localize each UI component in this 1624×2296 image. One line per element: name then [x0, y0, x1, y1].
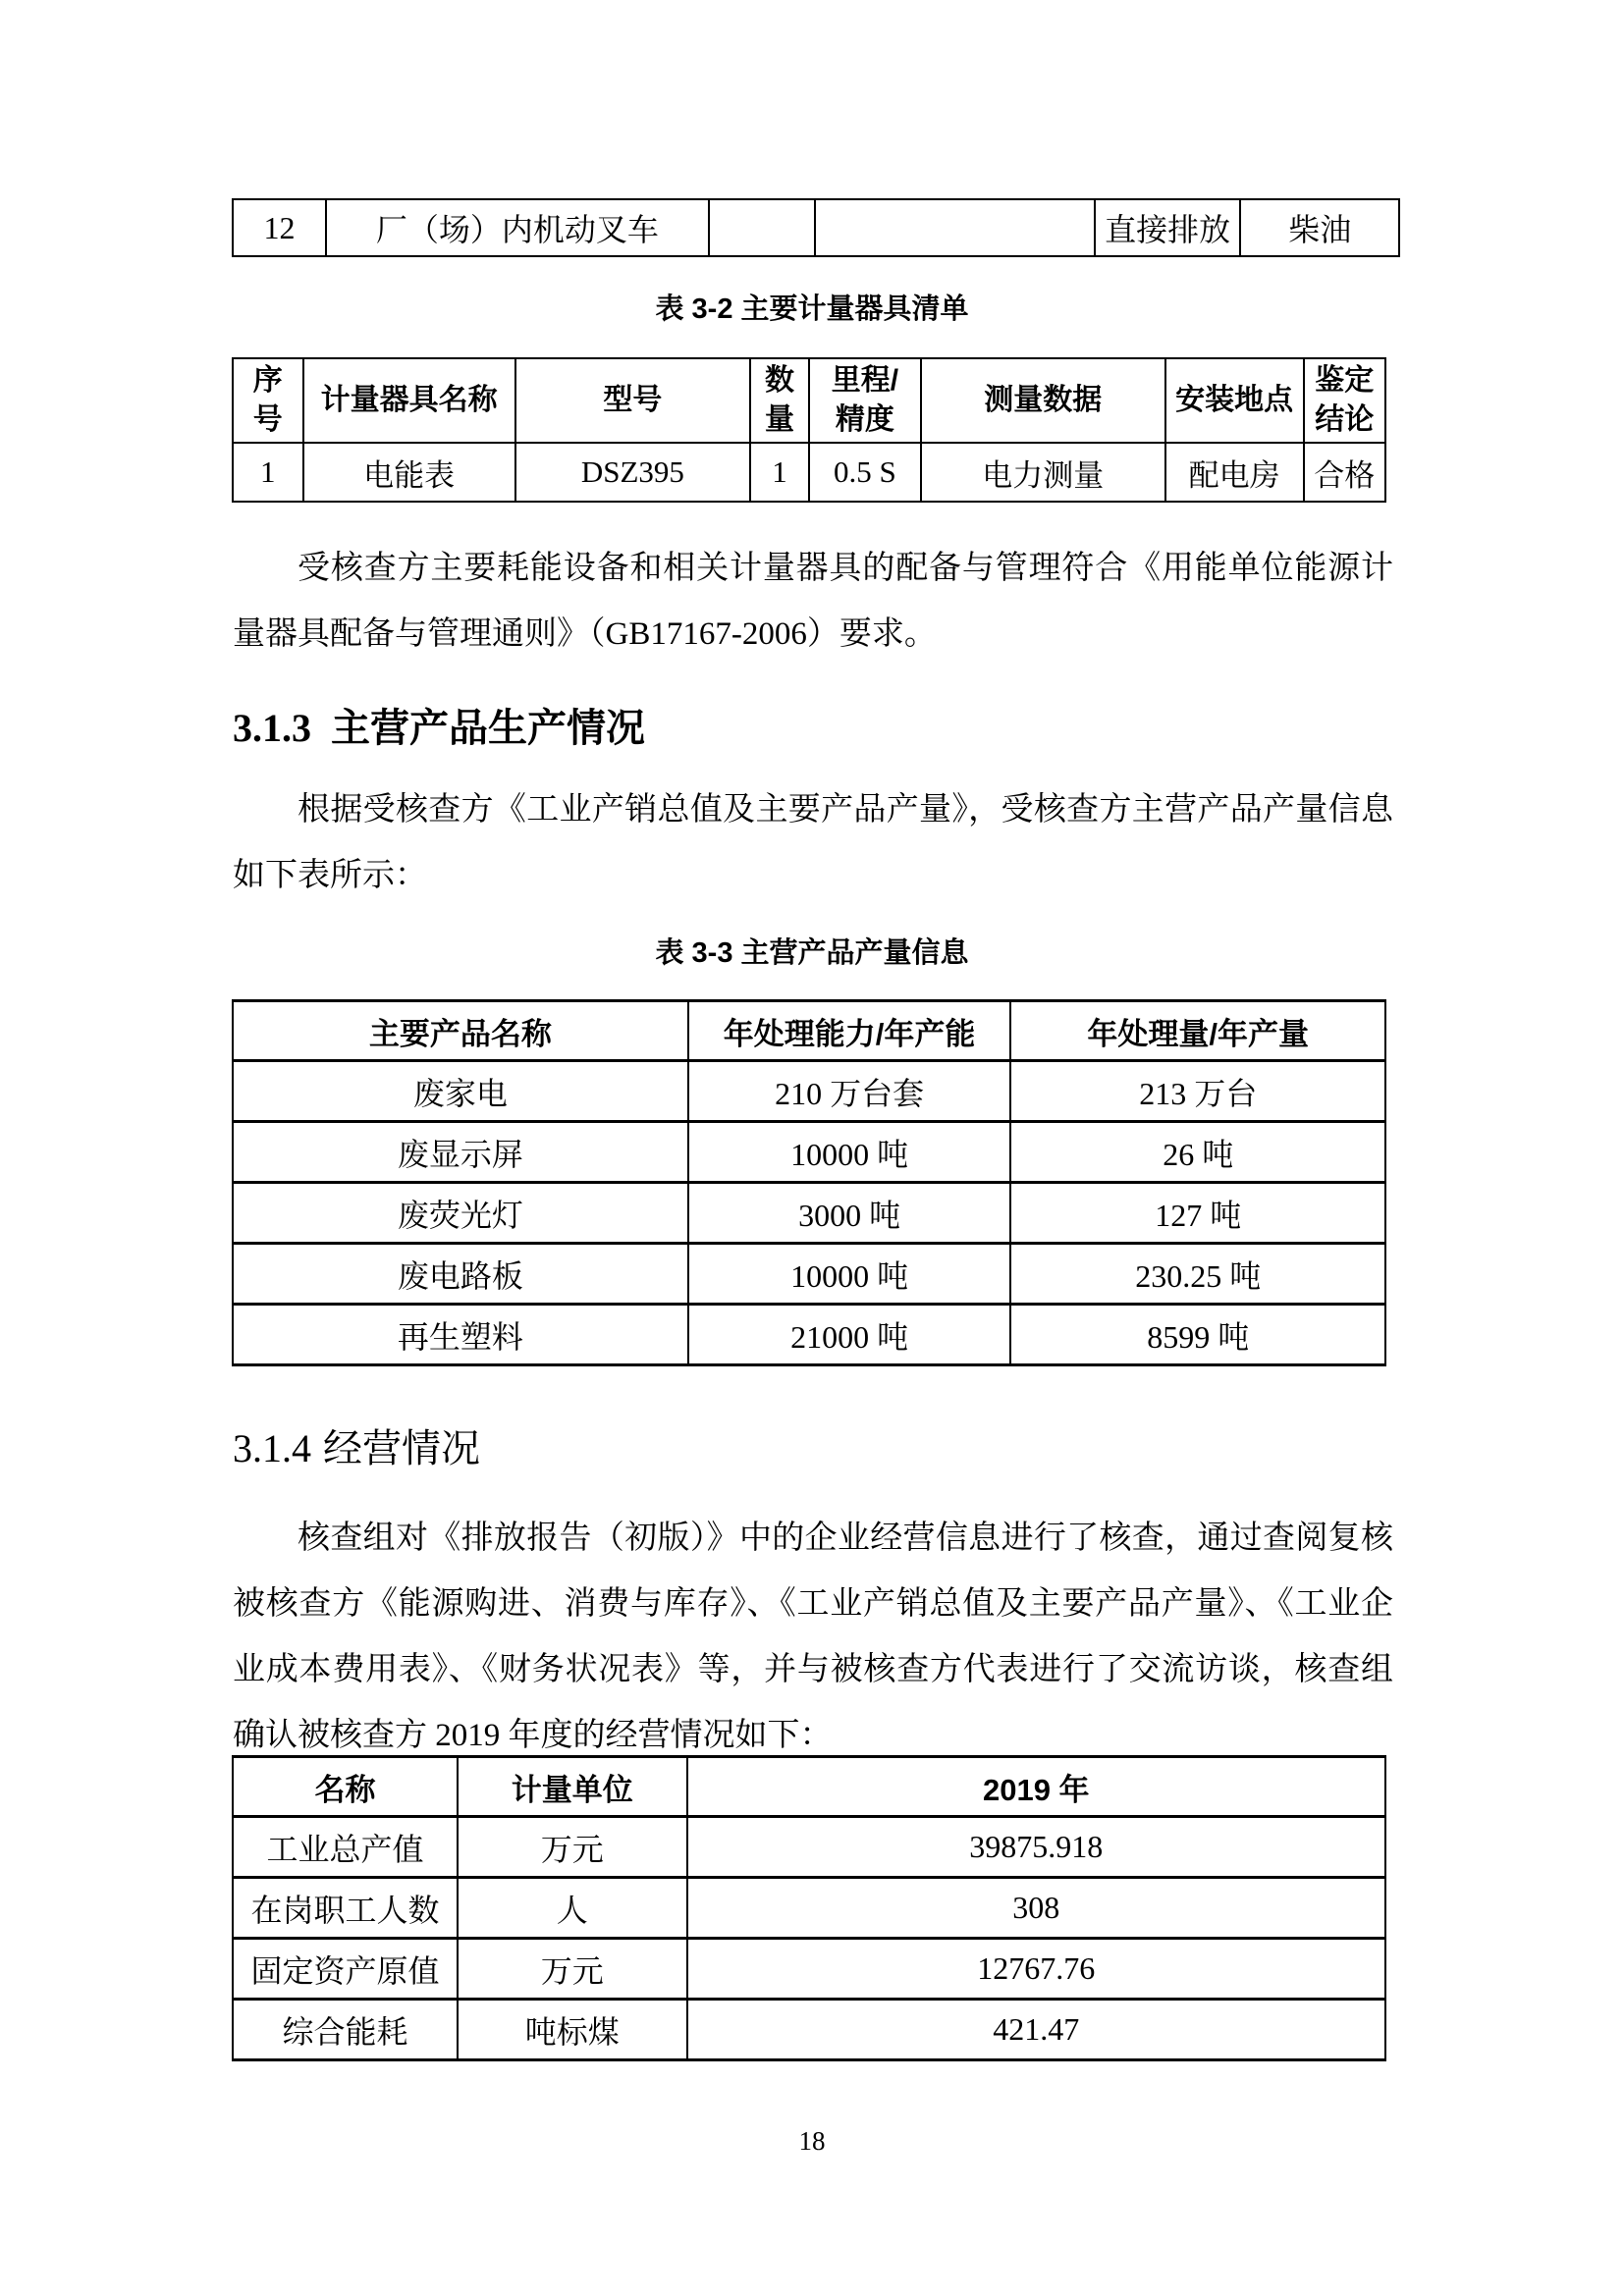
- table-cell: 合格: [1304, 443, 1385, 502]
- table-3-3-caption: 表 3-3 主营产品产量信息: [655, 937, 969, 969]
- column-header: 序号: [233, 358, 303, 443]
- table-cell: 电能表: [303, 443, 515, 502]
- table-cell: 配电房: [1165, 443, 1304, 502]
- table-cell: 421.47: [687, 2000, 1385, 2060]
- table-cell: 柴油: [1240, 199, 1399, 256]
- table-row: [233, 1305, 1385, 1365]
- column-header: 测量数据: [921, 358, 1165, 443]
- table-cell: [709, 199, 815, 256]
- table-row: [233, 1939, 1385, 2000]
- paragraph-operations-verification: 核查组对《排放报告（初版）》中的企业经营信息进行了核查，通过查阅复核被核查方《能源购进、消费与库存》、《工业产销总值及主要产品产量》、《工业企业成本费用表》、《财务状况表》等，并与被核查方代表进行了交流访谈，核查组确认被核查方 2019 年度的经营情况如下：: [233, 1521, 1393, 1753]
- table-cell: 厂（场）内机动叉车: [326, 199, 709, 256]
- table-row: [233, 443, 1385, 502]
- paragraph-production-info: 根据受核查方《工业产销总值及主要产品产量》，受核查方主营产品产量信息如下表所示：: [233, 792, 1393, 893]
- section-heading-3-1-4: [233, 1417, 1393, 1473]
- table-cell: 直接排放: [1095, 199, 1241, 256]
- table-cell: 12767.76: [687, 1939, 1385, 2000]
- table-header-row: [233, 1757, 1385, 1817]
- column-header: 计量器具名称: [303, 358, 515, 443]
- table-cell: 1: [750, 443, 809, 502]
- column-header: 里程/精度: [809, 358, 921, 443]
- page-number: 18: [798, 2126, 826, 2156]
- table-cell: 工业总产值: [233, 1817, 458, 1878]
- table-cell: 万元: [458, 1939, 687, 2000]
- column-header: 数量: [750, 358, 809, 443]
- table-cell: 21000 吨: [688, 1305, 1011, 1365]
- table-cell: 210 万台套: [688, 1061, 1011, 1122]
- section-title: 主营产品生产情况: [331, 706, 645, 750]
- column-header: 型号: [515, 358, 750, 443]
- column-header: 安装地点: [1165, 358, 1304, 443]
- column-header: 计量单位: [458, 1757, 687, 1817]
- table-cell: 固定资产原值: [233, 1939, 458, 2000]
- table-cell: 1: [233, 443, 303, 502]
- paragraph-measuring-compliance: 受核查方主要耗能设备和相关计量器具的配备与管理符合《用能单位能源计量器具配备与管理通则》（GB17167-2006）要求。: [233, 551, 1393, 652]
- table-row: [233, 1061, 1385, 1122]
- table-cell: 127 吨: [1010, 1183, 1385, 1244]
- column-header: 名称: [233, 1757, 458, 1817]
- table-row: [233, 1878, 1385, 1939]
- column-header: 主要产品名称: [233, 1001, 688, 1061]
- table-cell: 230.25 吨: [1010, 1244, 1385, 1305]
- table-header-row: [233, 1001, 1385, 1061]
- table-cell: 3000 吨: [688, 1183, 1011, 1244]
- table-cell: [815, 199, 1095, 256]
- table-cell: DSZ395: [515, 443, 750, 502]
- table-cell: 人: [458, 1878, 687, 1939]
- table-cell: 废电路板: [233, 1244, 688, 1305]
- table-cell: 在岗职工人数: [233, 1878, 458, 1939]
- table-row: [233, 2000, 1385, 2060]
- table-row: [233, 1183, 1385, 1244]
- section-title: 经营情况: [323, 1426, 480, 1470]
- table-cell: 308: [687, 1878, 1385, 1939]
- section-number: 3.1.4: [233, 1426, 311, 1470]
- table-cell: 12: [233, 199, 326, 256]
- section-heading-3-1-3: [233, 697, 1393, 753]
- table-row: [233, 1244, 1385, 1305]
- table-cell: 废家电: [233, 1061, 688, 1122]
- table-cell: 综合能耗: [233, 2000, 458, 2060]
- production-table: [232, 999, 1386, 1366]
- table-cell: 废显示屏: [233, 1122, 688, 1183]
- table-cell: 再生塑料: [233, 1305, 688, 1365]
- operations-table: [232, 1755, 1386, 2061]
- table-cell: 吨标煤: [458, 2000, 687, 2060]
- column-header: 年处理量/年产量: [1010, 1001, 1385, 1061]
- table-cell: 废荧光灯: [233, 1183, 688, 1244]
- table-cell: 39875.918: [687, 1817, 1385, 1878]
- measuring-instruments-table: [232, 357, 1386, 503]
- table-cell: 26 吨: [1010, 1122, 1385, 1183]
- column-header: 鉴定结论: [1304, 358, 1385, 443]
- column-header: 年处理能力/年产能: [688, 1001, 1011, 1061]
- continued-equipment-table: [232, 198, 1400, 257]
- table-header-row: [233, 358, 1385, 443]
- table-cell: 10000 吨: [688, 1122, 1011, 1183]
- table-cell: 213 万台: [1010, 1061, 1385, 1122]
- table-cell: 8599 吨: [1010, 1305, 1385, 1365]
- table-cell: 10000 吨: [688, 1244, 1011, 1305]
- section-number: 3.1.3: [233, 706, 311, 750]
- table-row: [233, 1122, 1385, 1183]
- column-header: 2019 年: [687, 1757, 1385, 1817]
- table-row: [233, 199, 1399, 256]
- table-3-2-caption: 表 3-2 主要计量器具清单: [655, 294, 969, 325]
- table-cell: 电力测量: [921, 443, 1165, 502]
- table-cell: 0.5 S: [809, 443, 921, 502]
- table-cell: 万元: [458, 1817, 687, 1878]
- table-row: [233, 1817, 1385, 1878]
